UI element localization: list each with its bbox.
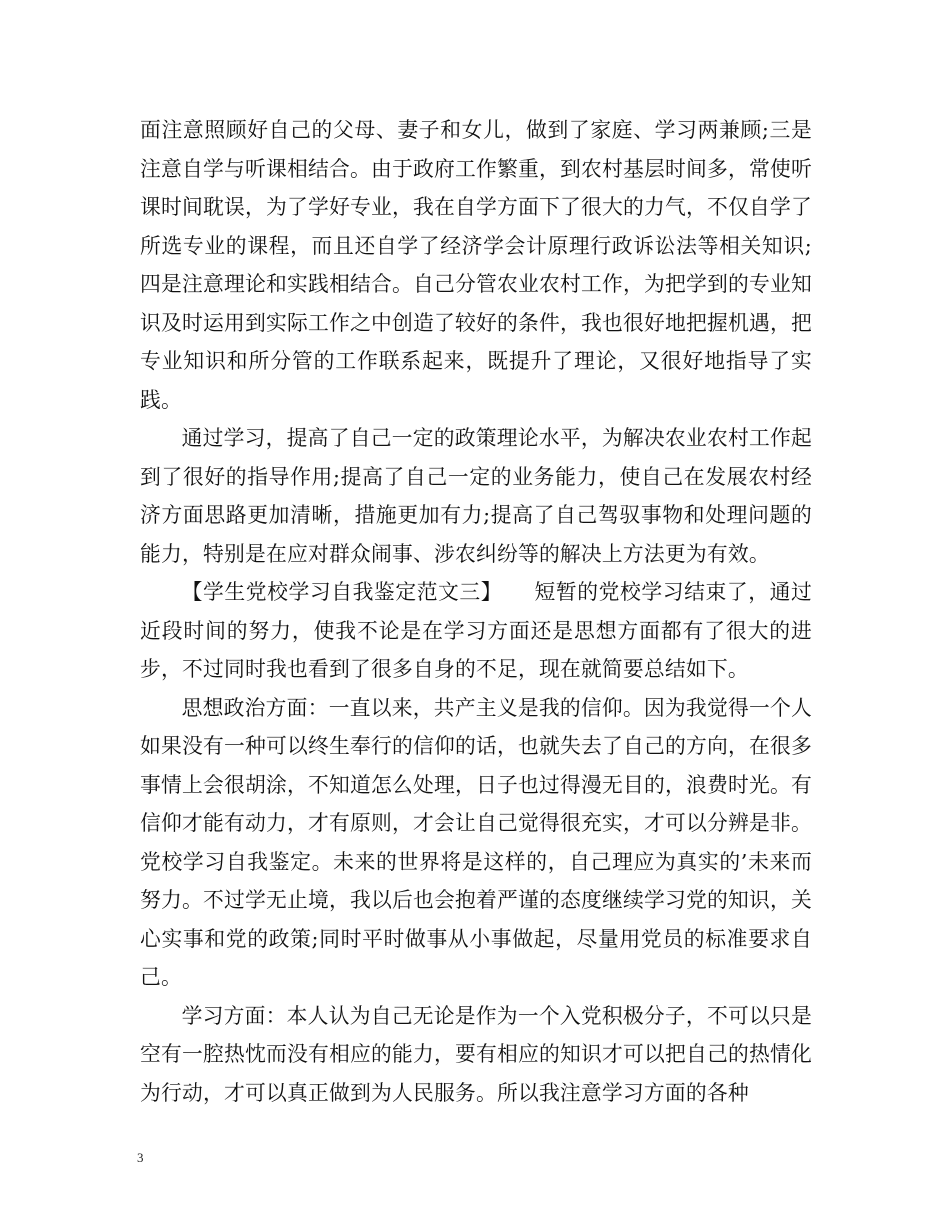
paragraph-2: 通过学习，提高了自己一定的政策理论水平，为解决农业农村工作起到了很好的指导作用;提高了自己一定的业务能力，使自己在发展农村经济方面思路更加清晰，措施更加有力;提高了自己驾驭事物和处理问题的能力，特别是在应对群众闹事、涉农纠纷等的解决上方法更为有效。 (140, 426, 812, 566)
paragraph-3: 【学生党校学习自我鉴定范文三】 短暂的党校学习结束了，通过近段时间的努力，使我不论是在学习方面还是思想方面都有了很大的进步，不过同时我也看到了很多自身的不足，现在就简要总结如下。 (140, 580, 812, 681)
document-body (140, 111, 812, 1112)
paragraph-5: 学习方面：本人认为自己无论是作为一个入党积极分子，不可以只是空有一腔热忱而没有相应的能力，要有相应的知识才可以把自己的热情化为行动，才可以真正做到为人民服务。所以我注意学习方面的各种 (140, 1003, 812, 1105)
paragraph-1: 面注意照顾好自己的父母、妻子和女儿，做到了家庭、学习两兼顾;三是注意自学与听课相结合。由于政府工作繁重，到农村基层时间多，常使听课时间耽误，为了学好专业，我在自学方面下了很大的力气，不仅自学了所选专业的课程，而且还自学了经济学会计原理行政诉讼法等相关知识;四是注意理论和实践相结合。自己分管农业农村工作，为把学到的专业知识及时运用到实际工作之中创造了较好的条件，我也很好地把握机遇，把专业知识和所分管的工作联系起来，既提升了理论，又很好地指导了实践。 (140, 118, 812, 412)
page-number: 3 (137, 1150, 144, 1165)
paragraph-4: 思想政治方面：一直以来，共产主义是我的信仰。因为我觉得一个人如果没有一种可以终生奉行的信仰的话，也就失去了自己的方向，在很多事情上会很胡涂，不知道怎么处理，日子也过得漫无目的，浪费时光。有信仰才能有动力，才有原则，才会让自己觉得很充实，才可以分辨是非。党校学习自我鉴定。未来的世界将是这样的，自己理应为真实的’未来而努力。不过学无止境，我以后也会抱着严谨的态度继续学习党的知识，关心实事和党的政策;同时平时做事从小事做起，尽量用党员的标准要求自己。 (140, 695, 812, 989)
